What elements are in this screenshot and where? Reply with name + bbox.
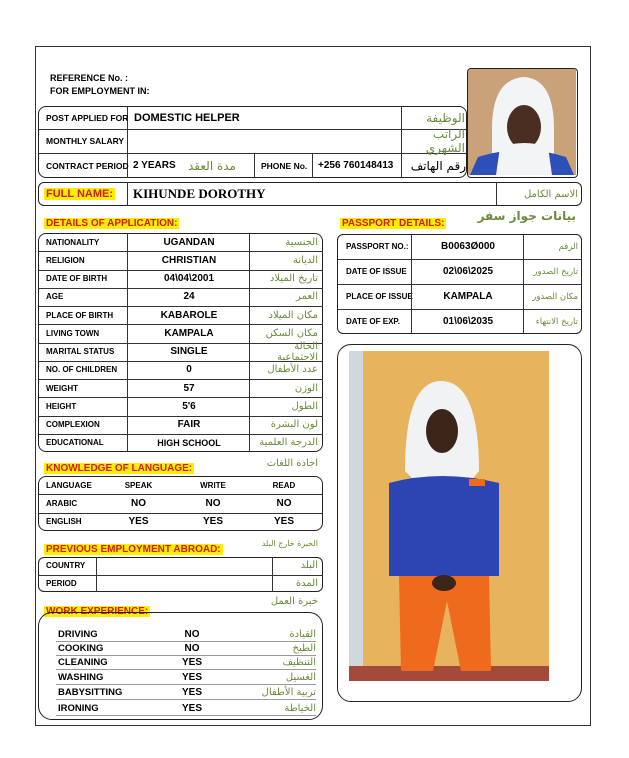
previous-ar: البلد [300, 560, 318, 572]
phone-ar: رقم الهاتف [410, 158, 466, 173]
details-value: 04\04\2001 [163, 273, 215, 285]
passport-ar: الرقم [558, 241, 578, 252]
details-label: RELIGION [46, 255, 85, 265]
work-value: YES [181, 686, 202, 698]
full-body-photo-frame [337, 344, 582, 702]
details-ar: تاريخ الميلاد [269, 273, 318, 285]
work-value: YES [181, 656, 202, 668]
details-value: SINGLE [170, 346, 208, 358]
passport-ar: تاريخ الصدور [533, 266, 578, 277]
employment-label: FOR EMPLOYMENT IN: [50, 86, 150, 96]
salary-ar: الراتب الشهري [425, 127, 465, 155]
details-value: KAMPALA [164, 327, 214, 339]
details-label: MARITAL STATUS [46, 347, 115, 357]
work-label: BABYSITTING [58, 686, 123, 698]
details-ar: لون البشرة [270, 419, 318, 431]
details-label: NATIONALITY [46, 237, 100, 247]
headshot-photo [467, 68, 578, 178]
language-cell: YES [128, 516, 149, 528]
previous-label: COUNTRY [46, 561, 86, 571]
details-label: DATE OF BIRTH [46, 274, 108, 284]
phone-label: PHONE No. [261, 160, 308, 171]
passport-label: PASSPORT NO.: [346, 242, 409, 251]
fullname-value: KIHUNDE DOROTHY [133, 186, 266, 201]
details-label: AGE [46, 292, 64, 302]
work-ar: التنظيف [282, 656, 316, 668]
work-value: YES [181, 702, 202, 714]
details-value: 5'6 [182, 400, 196, 412]
language-header: SPEAK [124, 480, 153, 490]
language-header: WRITE [200, 480, 226, 490]
passport-label: PLACE OF ISSUE [346, 292, 413, 301]
work-value: NO [184, 628, 200, 640]
fullname-label: FULL NAME: [46, 188, 114, 200]
details-label: LIVING TOWN [46, 328, 100, 338]
work-value: NO [184, 642, 200, 654]
work-label: DRIVING [58, 628, 98, 640]
work-ar: الخياطة [284, 702, 316, 714]
work-ar: الغسيل [285, 671, 316, 683]
passport-label: DATE OF ISSUE [346, 267, 407, 276]
language-cell: NO [131, 497, 146, 509]
contract-value: 2 YEARS [133, 160, 176, 171]
work-ar: تربية الأطفال [261, 686, 316, 698]
details-ar: مكان السكن [265, 327, 318, 339]
reference-label: REFERENCE No. : [50, 73, 129, 83]
language-cell: ENGLISH [46, 517, 82, 527]
passport-value: B0063Ø000 [441, 241, 495, 252]
passport-title: PASSPORT DETAILS: [342, 218, 445, 229]
details-value: FAIR [177, 419, 201, 431]
passport-value: 01\06\2035 [442, 316, 494, 327]
details-label: PLACE OF BIRTH [46, 310, 114, 320]
passport-col-divider [411, 234, 412, 334]
passport-col-divider [523, 234, 524, 334]
language-header: READ [272, 480, 296, 490]
previous-ar: المدة [295, 577, 318, 589]
details-label: COMPLEXION [46, 420, 100, 430]
passport-title-wrap [340, 213, 446, 231]
work-ar: القيادة [289, 628, 316, 640]
salary-label: MONTHLY SALARY [46, 136, 125, 146]
details-value: 24 [183, 291, 195, 303]
previous-title-wrap [44, 539, 223, 557]
details-value: 0 [186, 364, 192, 376]
details-ar: مكان الميلاد [268, 309, 318, 321]
language-cell: YES [202, 516, 223, 528]
passport-ar: مكان الصدور [532, 291, 578, 302]
work-label: COOKING [58, 642, 104, 654]
fullname-ar: الاسم الكامل [523, 188, 578, 200]
language-cell: NO [205, 497, 221, 509]
contract-label: CONTRACT PERIOD [46, 160, 129, 171]
details-value: CHRISTIAN [161, 254, 217, 266]
work-value: YES [181, 671, 202, 683]
post-label: POST APPLIED FOR [46, 112, 129, 123]
work-label: WASHING [58, 671, 104, 683]
details-value: UGANDAN [163, 236, 215, 248]
phone-value: +256 760148413 [318, 160, 394, 171]
details-col-divider [249, 233, 250, 452]
language-title: KNOWLEDGE OF LANGUAGE: [46, 463, 193, 474]
passport-title-ar: بيانات جواز سفر [477, 209, 576, 223]
fullname-label-wrap [44, 182, 115, 206]
post-ar: الوظيفة [426, 110, 465, 125]
full-body-photo [349, 351, 549, 681]
details-value: 57 [183, 382, 195, 394]
language-title-ar: اجادة اللغات [266, 458, 318, 469]
previous-col-divider [272, 557, 273, 592]
work-title-ar: خبرة العمل [270, 596, 318, 607]
work-label: IRONING [58, 702, 99, 714]
passport-ar: تاريخ الانتهاء [535, 316, 578, 327]
details-ar: العمر [296, 291, 318, 303]
details-ar: الدرجة العلمية [259, 437, 318, 449]
details-ar: الجنسية [285, 236, 318, 248]
details-label: EDUCATIONAL [46, 438, 104, 448]
details-value: HIGH SCHOOL [157, 437, 221, 448]
work-label: CLEANING [58, 656, 108, 668]
previous-title-ar: الخبرة خارج البلد [261, 539, 318, 548]
details-label: WEIGHT [46, 383, 78, 393]
details-ar: عدد الأطفال [267, 364, 318, 376]
details-ar: الوزن [294, 382, 318, 394]
details-value: KABAROLE [160, 309, 218, 321]
passport-label: DATE OF EXP. [346, 317, 400, 326]
details-label: NO. OF CHILDREN [46, 365, 118, 375]
post-value: DOMESTIC HELPER [134, 111, 240, 124]
contract-ar: مدة العقد [188, 158, 236, 173]
passport-value: 02\06\2025 [442, 266, 494, 277]
language-header: LANGUAGE [46, 480, 92, 490]
language-cell: NO [276, 497, 292, 509]
details-title-wrap [44, 213, 179, 231]
language-title-wrap [44, 458, 194, 476]
language-cell: YES [273, 516, 294, 528]
details-ar: الحالة الاجتماعية [277, 340, 318, 363]
details-label: HEIGHT [46, 401, 77, 411]
details-title: DETAILS OF APPLICATION: [46, 218, 178, 229]
details-ar: الطول [291, 400, 318, 412]
work-title: WORK EXPERIENCE: [46, 606, 149, 617]
details-col-divider [127, 233, 128, 452]
details-ar: الديانة [292, 254, 318, 266]
work-ar: الطبخ [292, 642, 316, 654]
previous-title: PREVIOUS EMPLOYMENT ABROAD: [46, 544, 221, 555]
language-cell: ARABIC [46, 498, 78, 508]
previous-label: PERIOD [46, 578, 77, 588]
previous-col-divider [96, 557, 97, 592]
work-row-divider [56, 715, 316, 716]
passport-value: KAMPALA [443, 291, 493, 302]
